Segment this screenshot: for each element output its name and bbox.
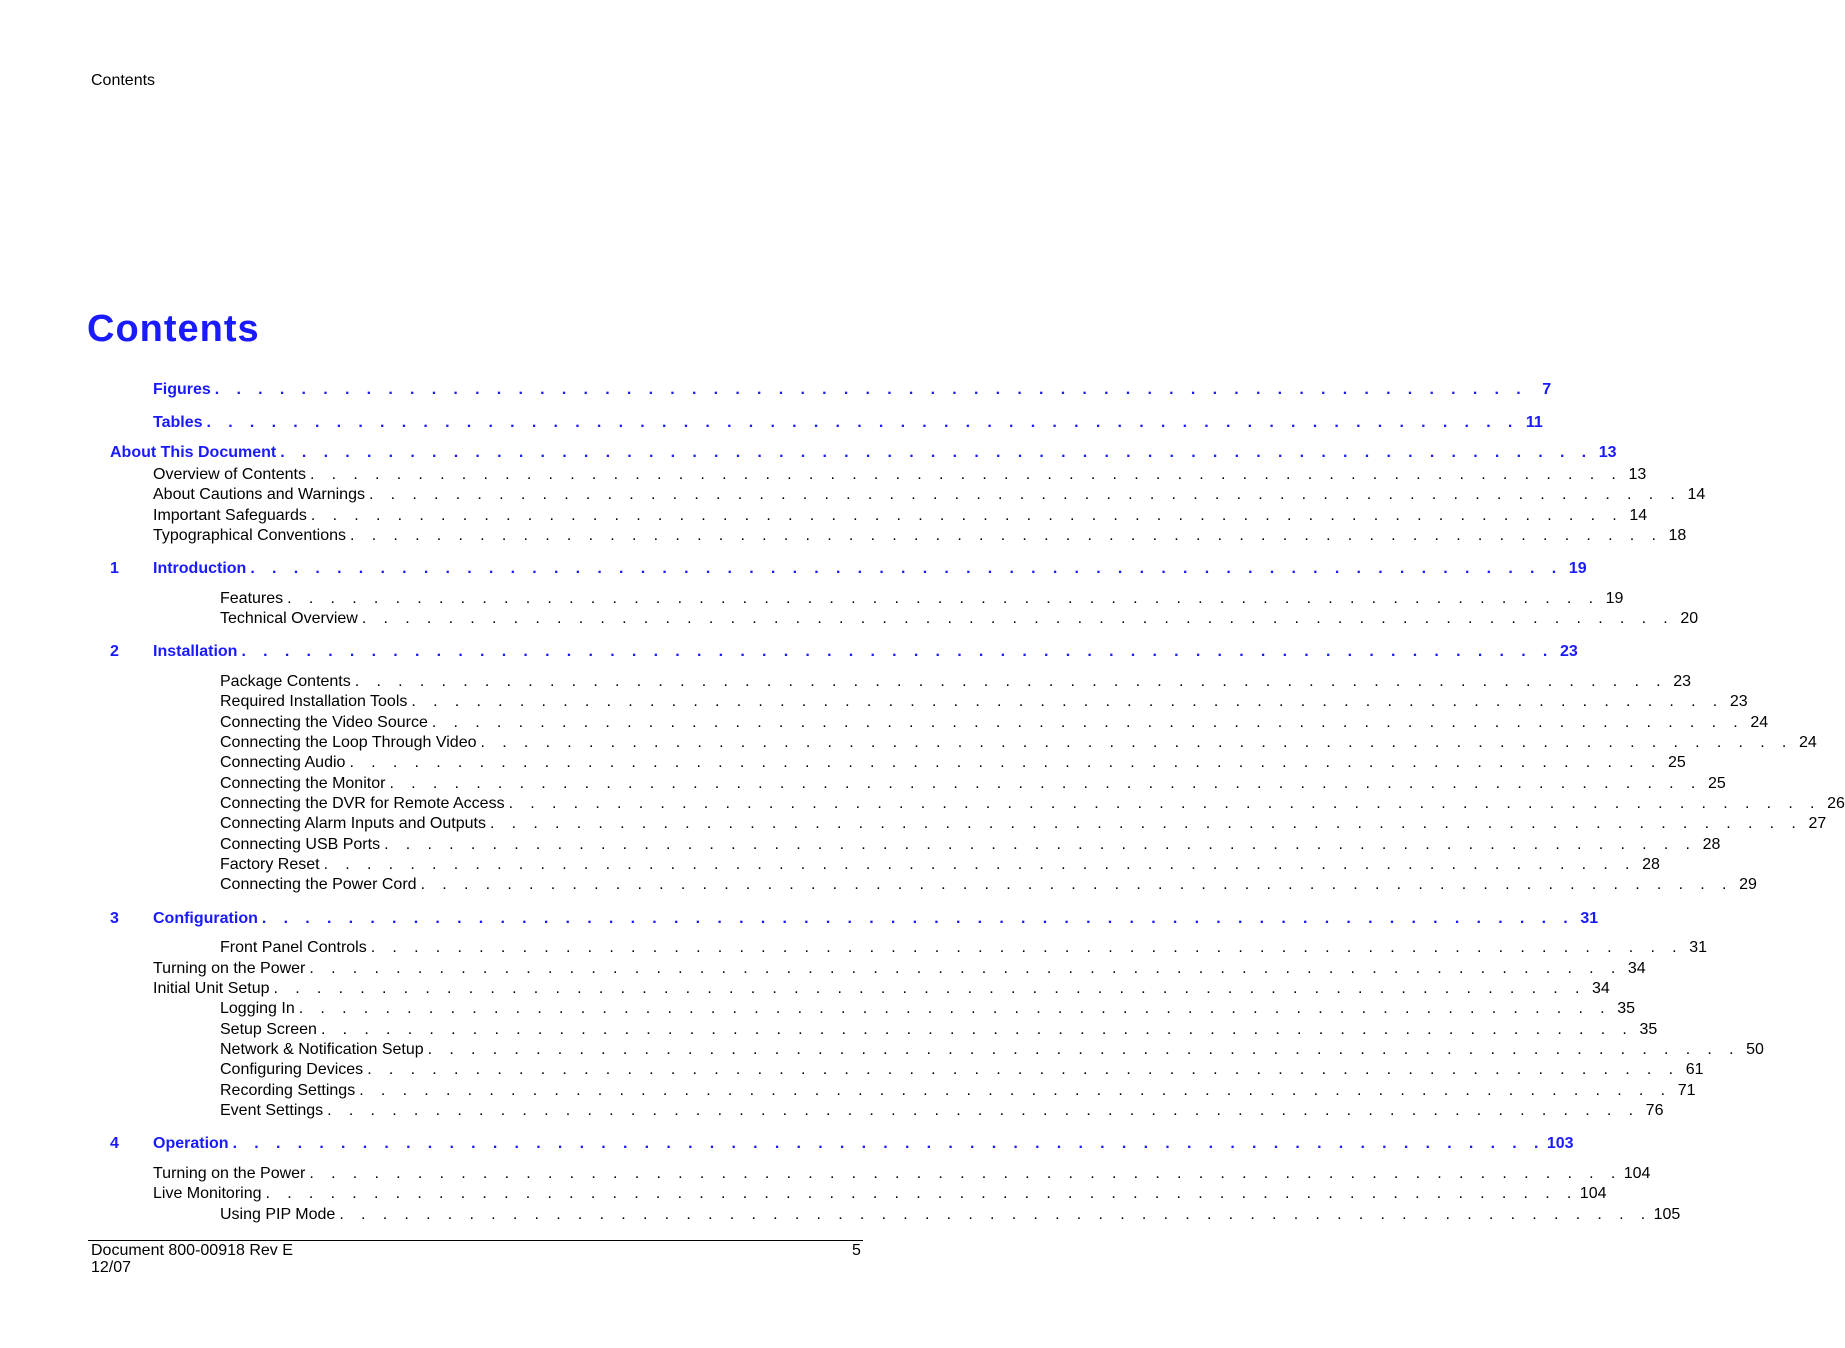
toc-page-number: 14 [1629,507,1648,524]
toc-entry[interactable] [220,672,1692,692]
toc-entry-label: Setup Screen [220,1021,317,1038]
toc-entry-label: Configuration [153,910,258,927]
toc-page-number: 26 [1827,795,1845,812]
toc-entry[interactable] [220,835,1721,855]
toc-page-number: 24 [1799,734,1817,751]
toc-page-number: 76 [1645,1102,1664,1119]
toc-page-number: 31 [1689,939,1708,956]
toc-dot-leader: . . . . . . . . . . . . . . . . . . . . . . . . . . . . . . . . . . . . . . . . . . . . . . . . . . . . . . . . . . . . . [250,560,1563,577]
toc-dot-leader: . . . . . . . . . . . . . . . . . . . . . . . . . . . . . . . . . . . . . . . . . . . . . . . . . . . . . . . . . . . . . [309,1165,1622,1182]
toc-entry[interactable] [220,609,1699,629]
toc-page-number: 13 [1598,444,1617,461]
toc-dot-leader: . . . . . . . . . . . . . . . . . . . . . . . . . . . . . . . . . . . . . . . . . . . . . . . . . . . . . . . . . . . . . [214,381,1528,398]
toc-chapter-number: 1 [110,560,119,577]
toc-entry-label: Introduction [153,560,247,577]
toc-entry[interactable] [153,485,1706,505]
toc-dot-leader: . . . . . . . . . . . . . . . . . . . . . . . . . . . . . . . . . . . . . . . . . . . . . . . . . . . . . . . . . . . . . [206,414,1519,431]
toc-page-number: 13 [1628,466,1647,483]
toc-entry-label: Required Installation Tools [220,693,408,710]
toc-dot-leader: . . . . . . . . . . . . . . . . . . . . . . . . . . . . . . . . . . . . . . . . . . . . . . . . . . . . . . . . . . . . . [327,1102,1640,1119]
toc-dot-leader: . . . . . . . . . . . . . . . . . . . . . . . . . . . . . . . . . . . . . . . . . . . . . . . . . . . . . . . . . . . . . [420,876,1733,893]
toc-entry-label: Connecting the Monitor [220,775,386,792]
footer-document-id: Document 800-00918 Rev E [91,1242,293,1259]
toc-page-number: 34 [1592,980,1610,997]
toc-chapter-entry[interactable] [110,559,1587,579]
toc-entry[interactable] [220,999,1636,1019]
toc-page-number: 18 [1668,527,1687,544]
toc-entry[interactable] [220,855,1660,875]
toc-page-number: 31 [1580,910,1599,927]
toc-chapter-entry[interactable] [153,380,1552,400]
toc-entry[interactable] [220,692,1748,712]
toc-entry[interactable] [220,1081,1696,1101]
toc-entry[interactable] [220,1040,1764,1060]
toc-entry[interactable] [220,875,1757,895]
toc-page-number: 19 [1568,560,1587,577]
toc-page-number: 25 [1667,754,1686,771]
toc-entry-label: Connecting Audio [220,754,346,771]
toc-entry-label: Overview of Contents [153,466,306,483]
toc-dot-leader: . . . . . . . . . . . . . . . . . . . . . . . . . . . . . . . . . . . . . . . . . . . . . . . . . . . . . . . . . . . . . [431,714,1745,731]
toc-entry[interactable] [220,794,1845,814]
toc-dot-leader: . . . . . . . . . . . . . . . . . . . . . . . . . . . . . . . . . . . . . . . . . . . . . . . . . . . . . . . . . . . . . [389,775,1702,792]
toc-entry[interactable] [220,938,1708,958]
toc-entry[interactable] [220,1101,1664,1121]
toc-dot-leader: . . . . . . . . . . . . . . . . . . . . . . . . . . . . . . . . . . . . . . . . . . . . . . . . . . . . . . . . . . . . . [370,939,1684,956]
toc-entry[interactable] [220,1205,1681,1225]
toc-entry[interactable] [220,1020,1658,1040]
toc-chapter-entry[interactable] [110,1134,1574,1154]
toc-entry-label: Important Safeguards [153,507,307,524]
toc-entry-label: Recording Settings [220,1082,356,1099]
toc-entry[interactable] [220,589,1624,609]
toc-dot-leader: . . . . . . . . . . . . . . . . . . . . . . . . . . . . . . . . . . . . . . . . . . . . . . . . . . . . . . . . . . . . . [350,527,1663,544]
toc-entry-label: Figures [153,381,211,398]
toc-entry-label: Using PIP Mode [220,1206,336,1223]
toc-dot-leader: . . . . . . . . . . . . . . . . . . . . . . . . . . . . . . . . . . . . . . . . . . . . . . . . . . . . . . . . . . . . . [323,856,1636,873]
toc-page-number: 35 [1617,1000,1636,1017]
toc-entry[interactable] [153,1164,1651,1184]
toc-dot-leader: . . . . . . . . . . . . . . . . . . . . . . . . . . . . . . . . . . . . . . . . . . . . . . . . . . . . . . . . . . . . . [368,486,1682,503]
footer-page-number: 5 [852,1242,861,1259]
toc-entry-label: Typographical Conventions [153,527,347,544]
toc-entry-label: Connecting the Power Cord [220,876,417,893]
toc-entry-label: About Cautions and Warnings [153,486,365,503]
toc-entry[interactable] [220,713,1769,733]
toc-page-number: 104 [1579,1185,1607,1202]
toc-page-number: 50 [1746,1041,1764,1058]
toc-dot-leader: . . . . . . . . . . . . . . . . . . . . . . . . . . . . . . . . . . . . . . . . . . . . . . . . . . . . . . . . . . . . . [489,815,1803,832]
toc-chapter-number: 4 [110,1135,119,1152]
toc-entry[interactable] [153,979,1610,999]
toc-dot-leader: . . . . . . . . . . . . . . . . . . . . . . . . . . . . . . . . . . . . . . . . . . . . . . . . . . . . . . . . . . . . . [359,1082,1672,1099]
toc-entry-label: Technical Overview [220,610,358,627]
toc-page-number: 103 [1546,1135,1574,1152]
toc-page-number: 105 [1653,1206,1681,1223]
toc-page-number: 7 [1542,381,1552,398]
toc-entry-label: Turning on the Power [153,960,306,977]
toc-entry-label: Tables [153,414,203,431]
toc-dot-leader: . . . . . . . . . . . . . . . . . . . . . . . . . . . . . . . . . . . . . . . . . . . . . . . . . . . . . . . . . . . . . [480,734,1793,751]
toc-dot-leader: . . . . . . . . . . . . . . . . . . . . . . . . . . . . . . . . . . . . . . . . . . . . . . . . . . . . . . . . . . . . . [427,1041,1740,1058]
toc-dot-leader: . . . . . . . . . . . . . . . . . . . . . . . . . . . . . . . . . . . . . . . . . . . . . . . . . . . . . . . . . . . . . [384,836,1697,853]
toc-entry-label: Connecting the Loop Through Video [220,734,477,751]
toc-entry-label: Connecting the Video Source [220,714,428,731]
toc-dot-leader: . . . . . . . . . . . . . . . . . . . . . . . . . . . . . . . . . . . . . . . . . . . . . . . . . . . . . . . . . . . . . [265,1185,1578,1202]
toc-chapter-number: 3 [110,910,119,927]
toc-page-number: 23 [1673,673,1692,690]
toc-chapter-entry[interactable] [110,443,1617,463]
toc-entry-label: Initial Unit Setup [153,980,270,997]
toc-entry[interactable] [153,506,1648,526]
toc-dot-leader: . . . . . . . . . . . . . . . . . . . . . . . . . . . . . . . . . . . . . . . . . . . . . . . . . . . . . . . . . . . . . [287,590,1600,607]
toc-page-number: 61 [1685,1061,1704,1078]
toc-chapter-entry[interactable] [110,909,1599,929]
page-title: Contents [87,308,260,350]
toc-dot-leader: . . . . . . . . . . . . . . . . . . . . . . . . . . . . . . . . . . . . . . . . . . . . . . . . . . . . . . . . . . . . . [298,1000,1612,1017]
toc-entry-label: Features [220,590,284,607]
toc-page-number: 14 [1687,486,1706,503]
toc-page-number: 28 [1642,856,1660,873]
toc-dot-leader: . . . . . . . . . . . . . . . . . . . . . . . . . . . . . . . . . . . . . . . . . . . . . . . . . . . . . . . . . . . . . [273,980,1586,997]
toc-page-number: 29 [1739,876,1757,893]
toc-dot-leader: . . . . . . . . . . . . . . . . . . . . . . . . . . . . . . . . . . . . . . . . . . . . . . . . . . . . . . . . . . . . . [232,1135,1545,1152]
toc-chapter-number: 2 [110,643,119,660]
toc-entry-label: Configuring Devices [220,1061,364,1078]
toc-entry-label: Factory Reset [220,856,320,873]
toc-entry[interactable] [220,814,1827,834]
toc-dot-leader: . . . . . . . . . . . . . . . . . . . . . . . . . . . . . . . . . . . . . . . . . . . . . . . . . . . . . . . . . . . . . [367,1061,1680,1078]
toc-entry[interactable] [220,774,1726,794]
toc-page-number: 11 [1525,414,1543,431]
toc-entry-label: Connecting the DVR for Remote Access [220,795,505,812]
toc-dot-leader: . . . . . . . . . . . . . . . . . . . . . . . . . . . . . . . . . . . . . . . . . . . . . . . . . . . . . . . . . . . . . [310,507,1624,524]
toc-page-number: 20 [1680,610,1699,627]
toc-entry[interactable] [153,465,1647,485]
toc-entry[interactable] [220,1060,1704,1080]
toc-entry-label: Package Contents [220,673,351,690]
toc-entry-label: Front Panel Controls [220,939,367,956]
toc-entry-label: Logging In [220,1000,295,1017]
toc-entry-label: Installation [153,643,238,660]
toc-page-number: 19 [1605,590,1624,607]
toc-dot-leader: . . . . . . . . . . . . . . . . . . . . . . . . . . . . . . . . . . . . . . . . . . . . . . . . . . . . . . . . . . . . . [261,910,1575,927]
toc-entry-label: Connecting Alarm Inputs and Outputs [220,815,486,832]
toc-chapter-entry[interactable] [153,413,1543,433]
toc-entry[interactable] [220,753,1686,773]
toc-page-number: 23 [1729,693,1748,710]
toc-entry-label: About This Document [110,444,277,461]
toc-dot-leader: . . . . . . . . . . . . . . . . . . . . . . . . . . . . . . . . . . . . . . . . . . . . . . . . . . . . . . . . . . . . . [309,466,1623,483]
toc-entry[interactable] [220,733,1817,753]
toc-entry[interactable] [153,1184,1607,1204]
toc-dot-leader: . . . . . . . . . . . . . . . . . . . . . . . . . . . . . . . . . . . . . . . . . . . . . . . . . . . . . . . . . . . . . [320,1021,1634,1038]
toc-page-number: 25 [1707,775,1726,792]
toc-dot-leader: . . . . . . . . . . . . . . . . . . . . . . . . . . . . . . . . . . . . . . . . . . . . . . . . . . . . . . . . . . . . . [309,960,1622,977]
toc-dot-leader: . . . . . . . . . . . . . . . . . . . . . . . . . . . . . . . . . . . . . . . . . . . . . . . . . . . . . . . . . . . . . [508,795,1821,812]
toc-entry[interactable] [153,959,1646,979]
toc-entry-label: Operation [153,1135,229,1152]
toc-page-number: 28 [1702,836,1721,853]
toc-entry[interactable] [153,526,1687,546]
toc-page-number: 24 [1750,714,1769,731]
toc-entry-label: Event Settings [220,1102,324,1119]
toc-dot-leader: . . . . . . . . . . . . . . . . . . . . . . . . . . . . . . . . . . . . . . . . . . . . . . . . . . . . . . . . . . . . . [280,444,1593,461]
toc-dot-leader: . . . . . . . . . . . . . . . . . . . . . . . . . . . . . . . . . . . . . . . . . . . . . . . . . . . . . . . . . . . . . [361,610,1675,627]
footer-divider [88,1240,863,1241]
toc-page-number: 35 [1639,1021,1658,1038]
toc-dot-leader: . . . . . . . . . . . . . . . . . . . . . . . . . . . . . . . . . . . . . . . . . . . . . . . . . . . . . . . . . . . . . [349,754,1662,771]
running-header: Contents [91,72,156,89]
toc-dot-leader: . . . . . . . . . . . . . . . . . . . . . . . . . . . . . . . . . . . . . . . . . . . . . . . . . . . . . . . . . . . . . [354,673,1668,690]
footer-date: 12/07 [91,1259,132,1276]
toc-page-number: 23 [1559,643,1578,660]
toc-page-number: 104 [1623,1165,1651,1182]
toc-page-number: 34 [1627,960,1646,977]
toc-page-number: 27 [1808,815,1827,832]
toc-page-number: 71 [1677,1082,1696,1099]
toc-dot-leader: . . . . . . . . . . . . . . . . . . . . . . . . . . . . . . . . . . . . . . . . . . . . . . . . . . . . . . . . . . . . . [339,1206,1652,1223]
toc-entry-label: Live Monitoring [153,1185,262,1202]
toc-dot-leader: . . . . . . . . . . . . . . . . . . . . . . . . . . . . . . . . . . . . . . . . . . . . . . . . . . . . . . . . . . . . . [241,643,1554,660]
toc-chapter-entry[interactable] [110,642,1578,662]
toc-dot-leader: . . . . . . . . . . . . . . . . . . . . . . . . . . . . . . . . . . . . . . . . . . . . . . . . . . . . . . . . . . . . . [411,693,1724,710]
toc-entry-label: Turning on the Power [153,1165,306,1182]
toc-entry-label: Connecting USB Ports [220,836,381,853]
toc-entry-label: Network & Notification Setup [220,1041,424,1058]
